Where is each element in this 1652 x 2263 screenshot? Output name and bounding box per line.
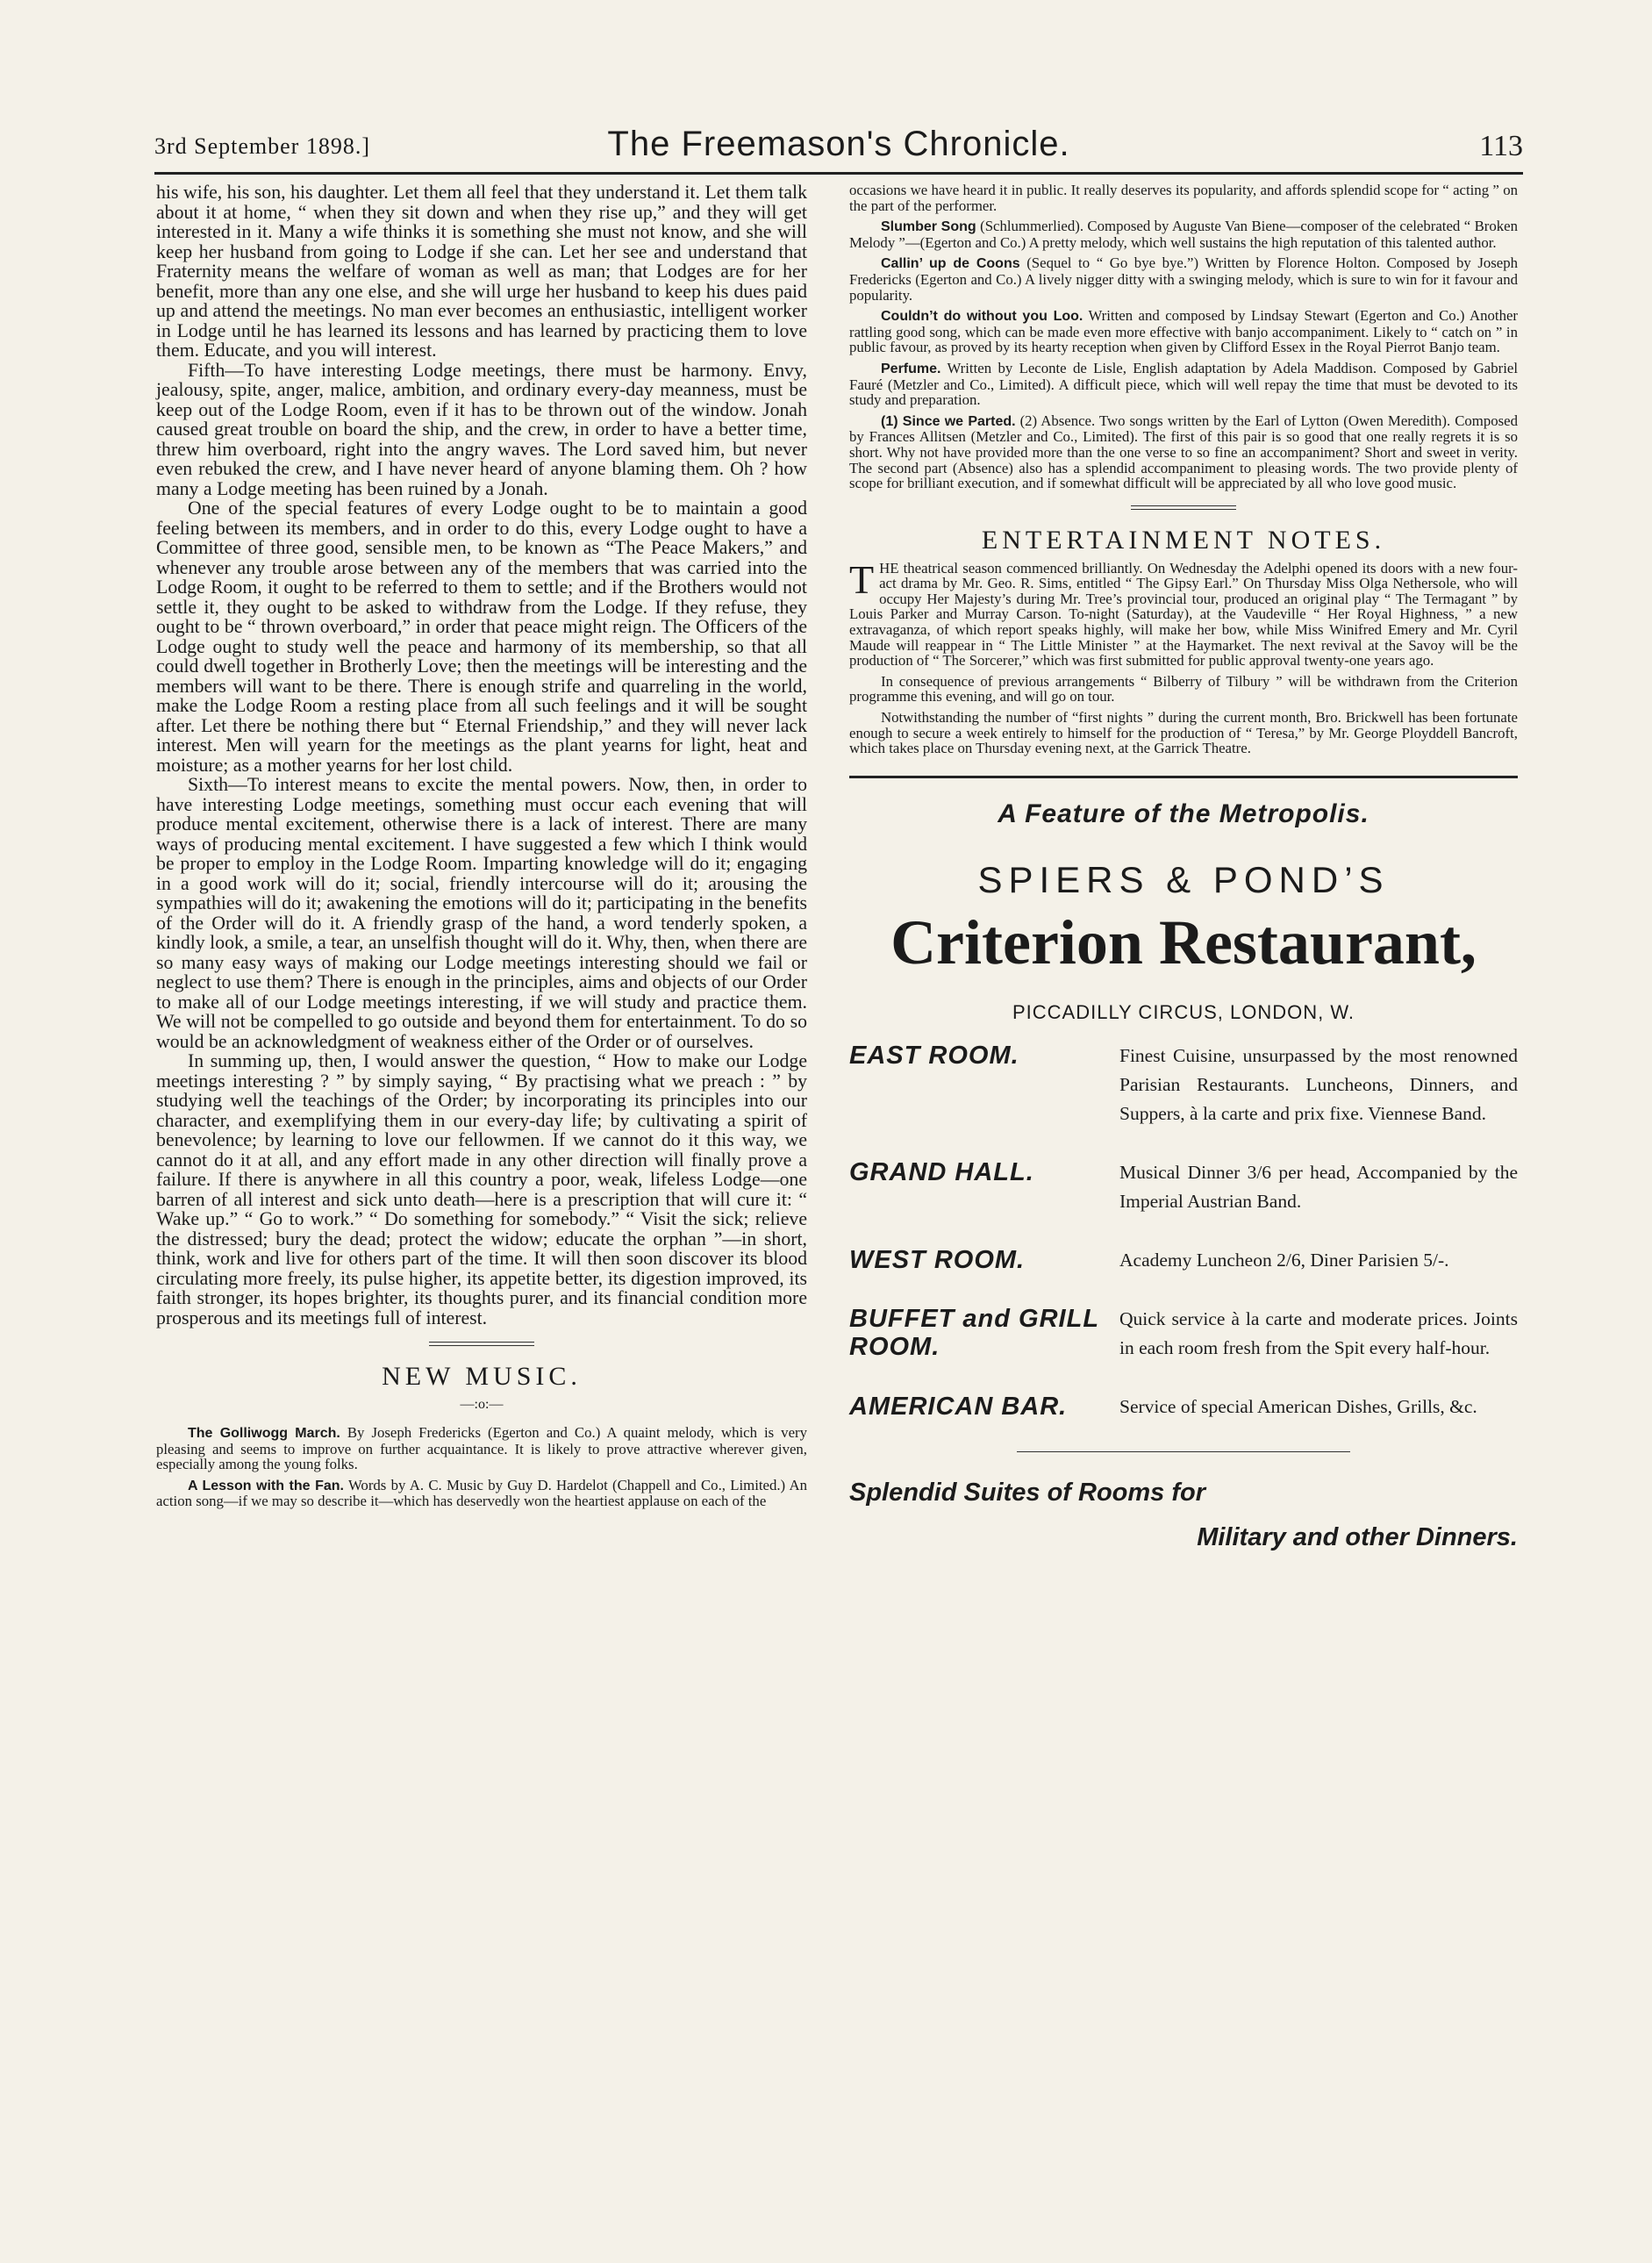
entertainment-heading: ENTERTAINMENT NOTES. <box>981 525 1386 555</box>
music-review <box>156 1425 807 1472</box>
issue-date: 3rd September 1898.] <box>154 133 371 159</box>
masthead-rule <box>154 172 1523 175</box>
ad-room-name: GRAND HALL. <box>849 1157 1034 1186</box>
criterion-advertisement <box>849 799 1518 1552</box>
ad-room-name: EAST ROOM. <box>849 1041 1019 1070</box>
ad-room-row <box>849 1246 1518 1275</box>
ad-room-row <box>849 1158 1518 1216</box>
article-paragraph: In summing up, then, I would answer the question, “ How to make our Lodge meetings interesting ? ” by simply saying, “ By practising what we preach : ” by studying well the teachings of the Order; by incorporating its principles into our character, and exemplifying them in our every-day life; by cultivating a spirit of benevolence; by learning to love our fellowmen. If we cannot do it this way, we cannot do it at all, and any effort made in any other direction will finally prove a failure. If there is anywhere in all this country a poor, weak, lifeless Lodge—one barren of all interest and sick unto death—here is a prescription that will cure it: “ Wake up.” “ Go to work.” “ Do something for somebody.” “ Visit the sick; relieve the distressed; bury the dead; protect the widow; educate the orphan ”—in short, think, work and live for others part of the time. It will then soon discover its blood circulating more freely, its pulse higher, its appetite better, its digestion improved, its faith stronger, its hopes brighter, its thoughts purer, and its financial condition more prosperous and its meetings full of interest. <box>156 1050 807 1328</box>
music-title: (1) Since we Parted. <box>881 413 1016 429</box>
music-review-text: By Joseph Fredericks (Egerton and Co.) A quaint melody, which is very pleasing and seems to improve on further acquaintance. It is likely to prove attractive wherever given, especially among the young folks. <box>156 1424 807 1473</box>
music-title: The Golliwogg March. <box>188 1426 340 1441</box>
newspaper-title: The Freemason's Chronicle. <box>607 125 1070 163</box>
article-paragraph: his wife, his son, his daughter. Let them all feel that they understand it. Let them talk about it at home, “ when they sit down and when they rise up,” and they will get interested in it. Many a wife thinks it is something she must not know, and she will keep her husband from going to Lodge if she can. Let her see and understand that Fraternity means the welfare of woman as well as man; that Lodges are for her benefit, more than any one else, and she will urge her husband to keep his dues paid up and attend the meetings. No man ever becomes an enthusiastic, intelligent worker in Lodge until he has learned its lessons and has learned by practicing them to love them. Educate, and you will interest. <box>156 182 807 361</box>
music-review-text: Words by A. C. Music by Guy D. Hardelot (Chappell and Co., Limited.) An action song—if we may so describe it—which has deservedly won the heartiest applause on each of the <box>156 1476 808 1510</box>
entertainment-paragraph <box>849 556 1518 670</box>
ad-room-desc: Quick service à la carte and moderate prices. Joints in each room fresh from the Spit every half-hour. <box>1119 1307 1518 1358</box>
music-review <box>849 183 1518 213</box>
ad-room-row <box>849 1305 1518 1363</box>
section-divider <box>429 1342 534 1346</box>
music-title: Perfume. <box>881 361 941 376</box>
music-review <box>849 361 1518 408</box>
entertainment-text: HE theatrical season commenced brilliantly. On Wednesday the Adelphi opened its doors with a new four-act drama by Mr. Geo. R. Sims, entitled “ The Gipsy Earl.” On Thursday Miss Olga Nethersole, who will occupy Her Majesty’s during Mr. Tree’s provincial tour, produced an original play “ The Termagant ” by Louis Parker and Murray Carson. To-night (Saturday), at the Vaudeville “ Her Royal Highness, ” a new extravaganza, of which report speaks highly, will make her bow, while Miss Winifred Emery and Mr. Cyril Maude will reappear in “ The Little Minister ” at the Haymarket. The next revival at the Savoy will be the production of “ The Sorcerer,” which was first submitted for public approval twenty-one years ago. <box>849 559 1518 670</box>
music-title: Callin’ up de Coons <box>881 256 1020 272</box>
music-review-text: (Schlummerlied). Composed by Auguste Van Biene—composer of the celebrated “ Broken Melody ”—(Egerton and Co.) A pretty melody, which well sustains the high reputation of this talented author. <box>849 218 1519 251</box>
music-review-text: Written by Leconte de Lisle, English adaptation by Adela Maddison. Composed by Gabriel Fauré (Metzler and Co., Limited). A difficult piece, which will well repay the time that must be devoted to its study and preparation. <box>849 359 1518 409</box>
music-title: Couldn’t do without you Loo. <box>881 309 1083 325</box>
new-music-ornament: —:o:— <box>460 1397 504 1412</box>
ad-address: PICCADILLY CIRCUS, LONDON, W. <box>1012 1000 1355 1023</box>
ad-footer-line: Splendid Suites of Rooms for <box>849 1478 1206 1507</box>
article-paragraph: One of the special features of every Lodge ought to be to maintain a good feeling between its members, and in order to do this, every Lodge ought to have a Committee of three good, sensible men, to be known as “The Peace Makers,” and whenever any trouble arose between any of the members that was carried into the Lodge Room, it ought to be referred to them to settle; and if the Brothers would not settle it, they ought to be asked to withdraw from the Lodge. If they refuse, they ought to be “ thrown overboard,” in order that peace might reign. The Officers of the Lodge ought to study well the peace and harmony of its membership, so that all could dwell together in Brotherly Love; then the meetings will be interesting and the members will want to be there. There is enough strife and quarreling in the world, make the Lodge Room a resting place from all such feelings and it will be sought after. Let there be nothing there but “ Eternal Friendship,” and they will never lack interest. Men will yearn for the meetings as the plant yearns for light, heat and moisture; as a mother yearns for her lost child. <box>156 498 807 776</box>
music-title: Slumber Song <box>881 219 976 235</box>
advertisement-rule <box>849 776 1518 778</box>
ad-footer-rule <box>1017 1451 1350 1452</box>
masthead <box>154 125 1523 168</box>
new-music-heading: NEW MUSIC. <box>382 1362 582 1391</box>
ad-room-row <box>849 1393 1518 1422</box>
music-review <box>849 218 1518 250</box>
music-review <box>849 255 1518 303</box>
drop-cap: T <box>849 556 875 602</box>
ad-room-desc: Finest Cuisine, unsurpassed by the most renowned Parisian Restaurants. Luncheons, Dinners, and Suppers, à la carte and prix fixe. Viennese Band. <box>1119 1044 1518 1124</box>
entertainment-paragraph: In consequence of previous arrangements “ Bilberry of Tilbury ” will be withdrawn from the Criterion programme this evening, and will go on tour. <box>849 672 1518 705</box>
right-column <box>849 183 1518 2227</box>
page-number: 113 <box>1479 130 1523 162</box>
music-review-text: (2) Absence. Two songs written by the Earl of Lytton (Owen Meredith). Composed by Frances Allitsen (Metzler and Co., Limited). The first of this pair is so good that one really regrets it is so short. Why not have provided more than the one verse to so fine an accompaniment? Short and sweet in verity. The second part (Absence) also has a splendid accompaniment to pleasing words. The two provide plenty of scope for brilliant execution, and if somewhat difficult will be appreciated by all who love good music. <box>849 412 1518 492</box>
ad-room-name: BUFFET and GRILL ROOM. <box>849 1304 1099 1361</box>
left-column <box>156 183 807 2227</box>
ad-brand: SPIERS & POND’S <box>977 858 1390 900</box>
article-paragraph: Sixth—To interest means to excite the mental powers. Now, then, in order to have interesting Lodge meetings, something must occur each evening that will produce mental excitement, otherwise there is a lack of interest. There are many ways of producing mental excitement. I have suggested a few which I think would be proper to employ in the Lodge Room. Imparting knowledge will do it; engaging in a good work will do it; social, friendly intercourse will do it; arousing the sympathies will do it; awakening the emotions will do it; participating in the benefits of the Order will do it. A friendly grasp of the hand, a word tenderly spoken, a kindly look, a smile, a tear, an unselfish thought will do it. Why, then, when there are so many easy ways of making our Lodge meetings interesting should we fail or neglect to use them? There is enough in the principles, aims and objects of our Order to make all of our Lodge meetings interesting, if we will study and practice them. We will not be compelled to go outside and beyond them for entertainment. To do so would be an acknowledgment of weakness either of the Order or of ourselves. <box>156 774 807 1052</box>
music-review <box>849 413 1518 491</box>
ad-room-name: WEST ROOM. <box>849 1245 1026 1274</box>
ad-room-desc: Service of special American Dishes, Grills, &c. <box>1119 1395 1477 1417</box>
ad-restaurant-name: Criterion Restaurant, <box>890 906 1477 978</box>
ad-footer-line: Military and other Dinners. <box>1197 1522 1518 1551</box>
music-review <box>156 1478 807 1509</box>
ad-feature-line: A Feature of the Metropolis. <box>998 798 1370 828</box>
music-review-text: Written and composed by Lindsay Stewart (Egerton and Co.) Another rattling good song, which can be made even more effective with banjo accompaniment. Likely to “ catch on ” in public favour, as proved by its hearty reception when given by Clifford Essex in the Royal Pierrot Banjo team. <box>849 307 1518 356</box>
music-title: A Lesson with the Fan. <box>188 1478 344 1493</box>
ad-room-name: AMERICAN BAR. <box>849 1392 1068 1421</box>
ad-room-row <box>849 1042 1518 1128</box>
article-paragraph: Fifth—To have interesting Lodge meetings, there must be harmony. Envy, jealousy, spite, anger, malice, ambition, and ordinary every-day meanness, must be keep out of the Lodge Room, even if it has to be thrown out of the window. Jonah caused great trouble on board the ship, and the crew, in order to have a better time, threw him overboard, right into the angry waves. The Lord saved him, but never even rebuked the crew, and I have never heard of anyone blaming them. Oh ? how many a Lodge meeting has been ruined by a Jonah. <box>156 359 807 499</box>
music-review-text: occasions we have heard it in public. It really deserves its popularity, and affords splendid scope for “ acting ” on the part of the performer. <box>849 182 1518 214</box>
ad-room-desc: Musical Dinner 3/6 per head, Accompanied by the Imperial Austrian Band. <box>1119 1161 1518 1212</box>
ad-room-desc: Academy Luncheon 2/6, Diner Parisien 5/-. <box>1119 1249 1449 1271</box>
section-divider <box>1131 505 1236 510</box>
music-review <box>849 308 1518 355</box>
entertainment-paragraph: Notwithstanding the number of “first nights ” during the current month, Bro. Brickwell has been fortunate enough to secure a week entirely to himself for the production of “ Teresa,” by Mr. George Ployddell Bancroft, which takes place on Thursday evening next, at the Garrick Theatre. <box>849 709 1518 757</box>
music-review-text: (Sequel to “ Go bye bye.”) Written by Florence Holton. Composed by Joseph Fredericks (Egerton and Co.) A lively nigger ditty with a swinging melody, which is sure to win for it favour and popularity. <box>849 254 1518 304</box>
